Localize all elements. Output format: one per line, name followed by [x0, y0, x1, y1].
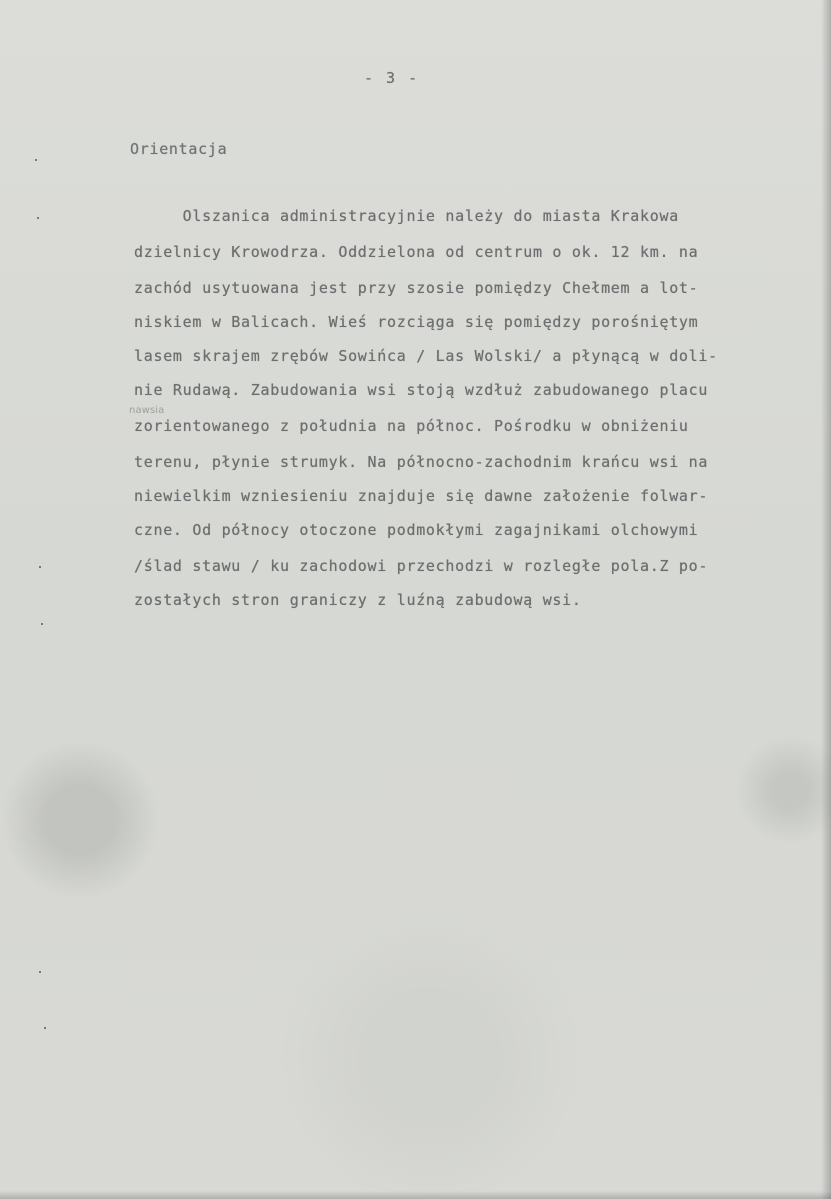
- body-line-10: czne. Od północy otoczone podmokłymi zagajnikami olchowymi: [134, 521, 699, 539]
- body-line-3: zachód usytuowana jest przy szosie pomiędzy Chełmem a lot-: [134, 279, 699, 297]
- body-line-7: zorientowanego z południa na północ. Pośrodku w obniżeniu: [134, 417, 689, 435]
- paper-speck: [35, 159, 37, 161]
- paper-speck: [44, 1027, 46, 1029]
- section-heading: Orientacja: [130, 140, 228, 158]
- paper-speck: [41, 623, 43, 625]
- body-line-2: dzielnicy Krowodrza. Oddzielona od centrum o ok. 12 km. na: [134, 243, 699, 261]
- body-line-6: nie Rudawą. Zabudowania wsi stoją wzdłuż zabudowanego placu: [134, 381, 709, 399]
- page-right-edge-shadow: [821, 0, 831, 1199]
- body-line-4: niskiem w Balicach. Wieś rozciąga się pomiędzy porośniętym: [134, 313, 699, 331]
- body-line-8: terenu, płynie strumyk. Na północno-zachodnim krańcu wsi na: [134, 453, 709, 471]
- body-line-9: niewielkim wzniesieniu znajduje się dawne założenie folwar-: [134, 487, 709, 505]
- body-line-5: lasem skrajem zrębów Sowińca / Las Wolski/ a płynącą w doli-: [134, 347, 718, 365]
- body-line-12: zostałych stron graniczy z luźną zabudową wsi.: [134, 591, 582, 609]
- page-number: - 3 -: [364, 69, 420, 87]
- paper-speck: [39, 971, 41, 973]
- paper-speck: [39, 566, 41, 568]
- paper-speck: [37, 217, 39, 219]
- page-bottom-edge-shadow: [0, 1191, 831, 1199]
- body-line-11: /ślad stawu / ku zachodowi przechodzi w rozległe pola.Z po-: [134, 557, 709, 575]
- body-line-1: Olszanica administracyjnie należy do miasta Krakowa: [134, 207, 679, 225]
- handwritten-annotation: nawsia: [129, 405, 165, 416]
